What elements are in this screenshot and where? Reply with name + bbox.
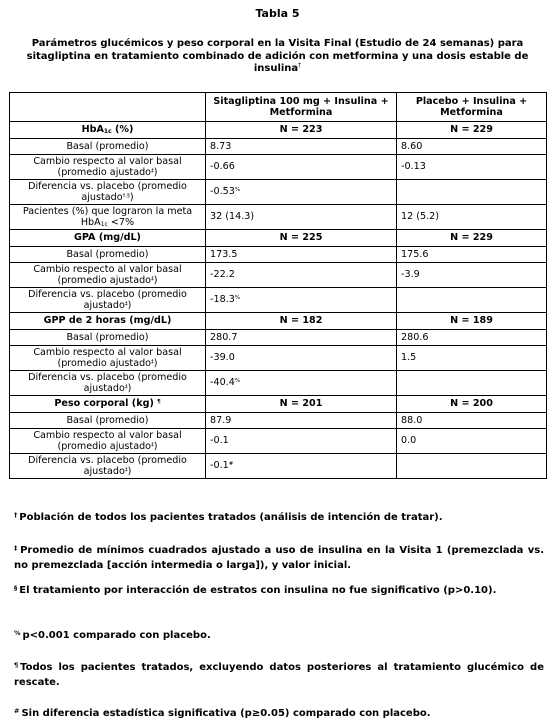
value-mark: % — [234, 187, 241, 194]
row-label-text: Cambio respecto al valor basal (promedio ajustado — [33, 346, 182, 369]
row-label-mark: ‡ — [124, 384, 128, 390]
value-placebo — [397, 429, 547, 454]
section-title-after: (%) — [111, 124, 134, 136]
row-label-text: Diferencia vs. placebo (promedio ajustado — [28, 454, 187, 477]
section-row — [10, 313, 547, 330]
value-placebo — [397, 180, 547, 205]
value-placebo — [397, 454, 547, 479]
section-title-sub: 1c — [103, 128, 112, 136]
value-placebo — [397, 288, 547, 313]
value-sitagliptina — [206, 247, 397, 263]
row-label-after: ) — [153, 275, 158, 286]
value-sitagliptina-text: -22.2 — [210, 269, 235, 281]
row-label — [10, 330, 206, 346]
value-placebo-text: 175.6 — [401, 248, 429, 260]
section-n-placebo: N = 200 — [397, 396, 547, 413]
row-label — [10, 346, 206, 371]
value-sitagliptina — [206, 288, 397, 313]
value-sitagliptina-text: -0.1 — [210, 435, 229, 447]
value-sitagliptina — [206, 346, 397, 371]
row-label-after: ) — [127, 300, 132, 311]
section-row — [10, 396, 547, 413]
section-n-sitagliptina: N = 201 — [206, 396, 397, 413]
value-sitagliptina-text: -18.3 — [210, 294, 235, 306]
section-row — [10, 122, 547, 139]
data-row — [10, 371, 547, 396]
section-title-text: HbA — [81, 124, 104, 136]
value-placebo — [397, 413, 547, 429]
footnote-mark: ‡ — [14, 544, 19, 552]
value-sitagliptina-text: -40.4 — [210, 377, 235, 389]
row-label — [10, 454, 206, 479]
footnote-text: p<0.001 comparado con placebo. — [22, 630, 211, 641]
row-label-mark: †,§ — [122, 193, 130, 199]
row-label-after: <7% — [107, 217, 135, 228]
value-sitagliptina — [206, 413, 397, 429]
value-placebo — [397, 346, 547, 371]
header-empty — [10, 93, 206, 122]
row-label — [10, 180, 206, 205]
caption-mark: † — [298, 62, 302, 69]
caption-text: Parámetros glucémicos y peso corporal en la Visita Final (Estudio de 24 semanas) para sitagliptina en tratamiento combinado de adición con metformina y una dosis estable de insulina — [26, 38, 529, 74]
row-label — [10, 247, 206, 263]
section-title-mark: ¶ — [157, 399, 161, 406]
value-sitagliptina — [206, 155, 397, 180]
value-placebo-text: 12 (5.2) — [401, 211, 440, 223]
data-row — [10, 454, 547, 479]
header-sitagliptina: Sitagliptina 100 mg + Insulina + Metformina — [206, 93, 397, 122]
value-placebo-text: 1.5 — [401, 352, 417, 364]
row-label-mark: ‡ — [151, 276, 154, 282]
footnote-mark: † — [14, 511, 18, 519]
row-label-text: Basal (promedio) — [66, 248, 149, 260]
value-placebo — [397, 330, 547, 346]
value-sitagliptina-text: -39.0 — [210, 352, 235, 364]
footnote-mark: ¶ — [14, 661, 19, 669]
results-table — [9, 92, 547, 479]
data-row — [10, 180, 547, 205]
row-label-mark: ‡ — [151, 168, 154, 174]
row-label-text: Pacientes (%) que lograron la meta HbA — [22, 205, 193, 228]
row-label-text: Basal (promedio) — [66, 140, 149, 152]
value-placebo — [397, 371, 547, 396]
footnote — [14, 660, 544, 690]
value-mark: # — [228, 461, 234, 468]
row-label-after: ) — [127, 383, 132, 394]
section-title — [10, 122, 206, 139]
table-caption — [10, 38, 545, 76]
row-label — [10, 155, 206, 180]
data-row — [10, 288, 547, 313]
table-body — [10, 122, 547, 479]
row-label — [10, 205, 206, 230]
value-sitagliptina-text: -0.53 — [210, 186, 235, 198]
row-label-text: Cambio respecto al valor basal (promedio ajustado — [33, 155, 182, 178]
value-placebo — [397, 205, 547, 230]
row-label-after: ) — [127, 466, 132, 477]
row-label-after: ) — [153, 358, 158, 369]
value-placebo-text: 0.0 — [401, 435, 417, 447]
value-placebo — [397, 247, 547, 263]
value-placebo-text: 280.6 — [401, 331, 429, 343]
value-sitagliptina-text: 87.9 — [210, 414, 232, 426]
section-title-text: GPA (mg/dL) — [74, 232, 141, 244]
row-label-mark: ‡ — [124, 467, 128, 473]
footnote-text: Población de todos los pacientes tratados (análisis de intención de tratar). — [19, 512, 443, 523]
data-row — [10, 155, 547, 180]
footnote-text: Promedio de mínimos cuadrados ajustado a uso de insulina en la Visita 1 (premezclada vs. no premezclada [acción intermedia o larga]), y valor inicial. — [14, 545, 544, 571]
data-row — [10, 205, 547, 230]
value-sitagliptina — [206, 139, 397, 155]
row-label-text: Basal (promedio) — [66, 414, 149, 426]
row-label-after: ) — [153, 441, 158, 452]
row-label — [10, 429, 206, 454]
value-placebo-text: -3.9 — [401, 269, 420, 281]
footnote — [14, 510, 544, 525]
row-label — [10, 263, 206, 288]
section-n-placebo: N = 229 — [397, 122, 547, 139]
data-row — [10, 139, 547, 155]
section-title — [10, 396, 206, 413]
section-row — [10, 230, 547, 247]
row-label-text: Diferencia vs. placebo (promedio ajustado — [28, 288, 187, 311]
footnote-text: El tratamiento por interacción de estratos con insulina no fue significativo (p>0.10). — [19, 585, 497, 596]
row-label-text: Diferencia vs. placebo (promedio ajustado — [28, 371, 187, 394]
table-title: Tabla 5 — [255, 7, 300, 20]
value-mark: % — [234, 378, 241, 385]
value-sitagliptina-text: 173.5 — [210, 248, 238, 260]
value-sitagliptina — [206, 454, 397, 479]
data-row — [10, 413, 547, 429]
value-sitagliptina-text: -0.66 — [210, 161, 235, 173]
value-sitagliptina-text: -0.1 — [210, 460, 229, 472]
value-sitagliptina — [206, 263, 397, 288]
value-sitagliptina — [206, 371, 397, 396]
row-label — [10, 139, 206, 155]
value-mark: % — [234, 295, 241, 302]
value-sitagliptina-text: 280.7 — [210, 331, 238, 343]
data-row — [10, 330, 547, 346]
row-label-mark: ‡ — [124, 301, 128, 307]
row-label-text: Cambio respecto al valor basal (promedio ajustado — [33, 263, 182, 286]
row-label-text: Cambio respecto al valor basal (promedio ajustado — [33, 429, 182, 452]
value-sitagliptina — [206, 330, 397, 346]
data-row — [10, 247, 547, 263]
section-title-text: Peso corporal (kg) — [54, 398, 154, 410]
row-label-after: ) — [129, 192, 134, 203]
row-label — [10, 288, 206, 313]
row-label — [10, 371, 206, 396]
row-label-mark: ‡ — [151, 442, 154, 448]
section-n-sitagliptina: N = 223 — [206, 122, 397, 139]
header-placebo: Placebo + Insulina + Metformina — [397, 93, 547, 122]
row-label-text: Diferencia vs. placebo (promedio ajustado — [28, 180, 187, 203]
value-sitagliptina — [206, 180, 397, 205]
footnote — [14, 706, 544, 721]
footnote-text: Todos los pacientes tratados, excluyendo datos posteriores al tratamiento glucémico de rescate. — [14, 662, 544, 688]
value-sitagliptina — [206, 205, 397, 230]
value-placebo-text: 8.60 — [401, 140, 423, 152]
value-placebo — [397, 155, 547, 180]
data-row — [10, 346, 547, 371]
row-label-mark: ‡ — [151, 359, 154, 365]
value-placebo-text: 88.0 — [401, 414, 423, 426]
section-title-text: GPP de 2 horas (mg/dL) — [43, 315, 172, 327]
value-sitagliptina-text: 8.73 — [210, 140, 232, 152]
row-label-sub: 1c — [100, 221, 108, 228]
row-label — [10, 413, 206, 429]
value-sitagliptina-text: 32 (14.3) — [210, 211, 255, 223]
footnote — [14, 583, 544, 598]
row-label-after: ) — [153, 167, 158, 178]
value-placebo-text: -0.13 — [401, 161, 426, 173]
section-n-placebo: N = 229 — [397, 230, 547, 247]
footnote-text: Sin diferencia estadística significativa (p≥0.05) comparado con placebo. — [21, 708, 431, 719]
footnote — [14, 543, 544, 573]
section-title — [10, 313, 206, 330]
footnote-mark: § — [14, 584, 18, 592]
row-label-text: Basal (promedio) — [66, 331, 149, 343]
value-placebo — [397, 139, 547, 155]
section-n-sitagliptina: N = 182 — [206, 313, 397, 330]
footnote-mark: % — [14, 629, 21, 637]
section-title — [10, 230, 206, 247]
footnote-mark: # — [14, 707, 20, 715]
value-placebo — [397, 263, 547, 288]
data-row — [10, 263, 547, 288]
section-n-sitagliptina: N = 225 — [206, 230, 397, 247]
data-row — [10, 429, 547, 454]
footnote — [14, 628, 544, 643]
value-sitagliptina — [206, 429, 397, 454]
section-n-placebo: N = 189 — [397, 313, 547, 330]
